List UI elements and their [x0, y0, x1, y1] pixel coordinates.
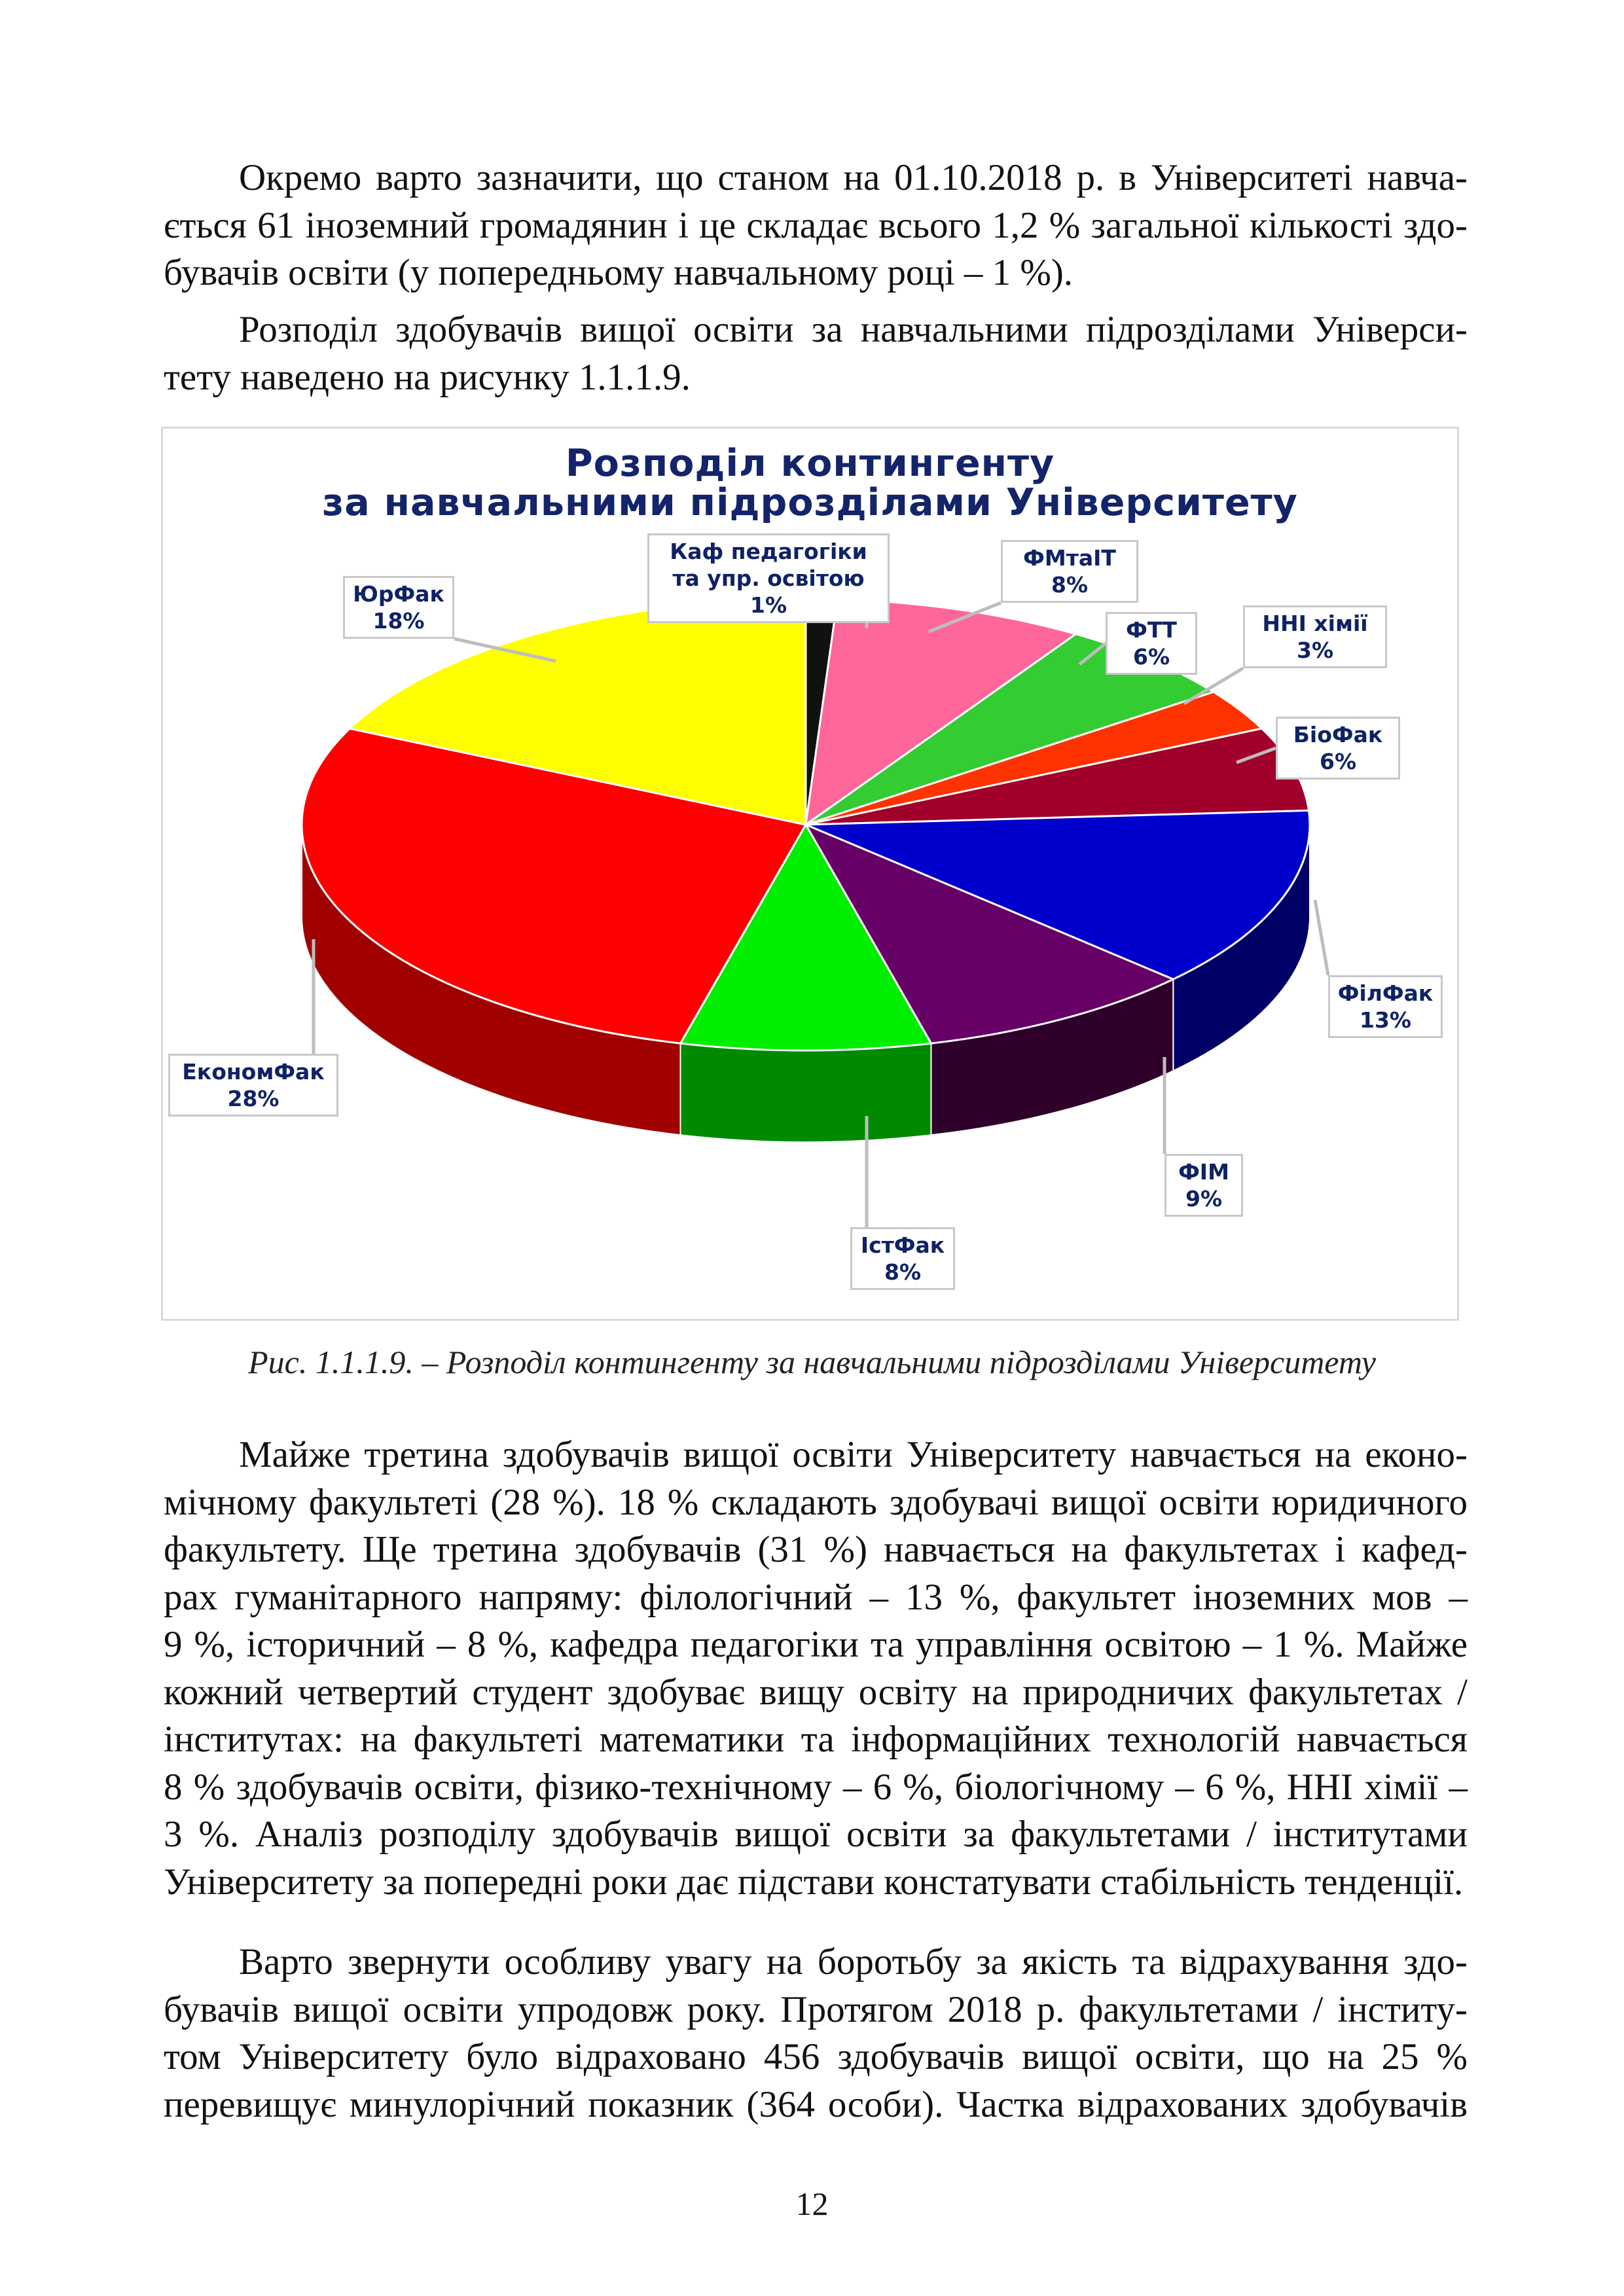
slice-label-text: 9% [1185, 1186, 1223, 1211]
slice-label-text: ІстФак [860, 1232, 945, 1258]
chart-frame [161, 427, 1459, 1321]
paragraph-4 [164, 1939, 1468, 2128]
text-line: 8 % здобувачів освіти, фізико-технічному – 6 %, біологічному – 6 %, ННІ хімії – [164, 1766, 1468, 1808]
slice-label-text: 6% [1132, 644, 1170, 670]
slice-label-text: ЕкономФак [182, 1059, 325, 1085]
text-line: том Університету було відраховано 456 здобувачів вищої освіти, що на 25 % [164, 2036, 1468, 2077]
text-line: тету наведено на рисунку 1.1.1.9. [164, 356, 691, 398]
slice-label-1 [1001, 540, 1138, 603]
slice-label-text: Каф педагогіки [670, 539, 867, 564]
text-line: Майже третина здобувачів вищої освіти Університету навчається на еконо- [239, 1434, 1468, 1475]
text-line: 9 %, історичний – 8 %, кафедра педагогіки та управління освітою – 1 %. Майже [164, 1624, 1468, 1665]
text-line: бувачів освіти (у попередньому навчальному році – 1 %). [164, 252, 1074, 293]
slice-label-text: ФілФак [1337, 980, 1434, 1006]
slice-label-5 [1328, 975, 1443, 1038]
slice-label-text: ФМтаІТ [1023, 545, 1116, 571]
paragraph-1 [164, 154, 1468, 297]
slice-label-0 [647, 533, 890, 623]
slice-label-3 [1243, 605, 1387, 668]
text-line: Варто звернути особливу увагу на боротьбу за якість та відрахування здо- [239, 1941, 1468, 1982]
text-line: Розподіл здобувачів вищої освіти за навчальними підрозділами Універси- [239, 309, 1468, 350]
text-line: інститутах: на факультеті математики та інформаційних технологій навчається [164, 1719, 1468, 1760]
slice-label-text: ФІМ [1178, 1159, 1229, 1185]
slice-label-text: 3% [1296, 637, 1334, 663]
text-line: Університету за попередні роки дає підстави констатувати стабільність тенденції. [164, 1861, 1464, 1903]
text-line: Окремо варто зазначити, що станом на 01.10.2018 р. в Університеті навча- [239, 157, 1468, 198]
slice-label-7 [850, 1227, 955, 1290]
slice-label-text: 18% [372, 608, 425, 634]
text-line: мічному факультеті (28 %). 18 % складають здобувачі вищої освіти юридичного [164, 1481, 1468, 1523]
slice-label-text: ЮрФак [353, 581, 444, 607]
chart-title-line-1: Розподіл контингенту [565, 442, 1055, 485]
chart-title-line-2: за навчальними підрозділами Університету [322, 481, 1298, 524]
figure-caption: Рис. 1.1.1.9. – Розподіл контингенту за навчальними підрозділами Університету [248, 1344, 1376, 1380]
paragraph-2 [164, 306, 1468, 401]
slice-label-2 [1106, 612, 1197, 675]
text-line: перевищує минулорічний показник (364 особи). Частка відрахованих здобувачів [164, 2083, 1468, 2125]
slice-label-text: ФТТ [1126, 617, 1177, 643]
pie-slice-side-7 [681, 1043, 931, 1142]
slice-label-text: БіоФак [1293, 722, 1383, 747]
slice-label-text: 8% [1051, 572, 1089, 598]
text-line: ється 61 іноземний громадянин і це складає всього 1,2 % загальної кількості здо- [164, 204, 1468, 246]
text-line: бувачів вищої освіти упродовж року. Протягом 2018 р. факультетами / інститу- [164, 1988, 1468, 2030]
slice-label-text: 28% [227, 1086, 280, 1111]
leader-line-5 [1315, 900, 1328, 975]
slice-label-text: 13% [1360, 1007, 1411, 1033]
slice-label-text: 6% [1319, 749, 1357, 774]
slice-label-text: та упр. освітою [672, 565, 865, 591]
slice-label-text: 8% [884, 1259, 922, 1285]
text-line: факультету. Ще третина здобувачів (31 %) навчається на факультетах і кафед- [164, 1529, 1468, 1570]
slice-label-text: 1% [749, 592, 787, 618]
slice-label-8 [168, 1054, 338, 1117]
page-number: 12 [795, 2185, 829, 2222]
text-line: рах гуманітарного напряму: філологічний – 13 %, факультет іноземних мов – [164, 1576, 1468, 1618]
text-line: кожний четвертий студент здобуває вищу освіту на природничих факультетах / [164, 1671, 1468, 1713]
text-line: 3 %. Аналіз розподілу здобувачів вищої освіти за факультетами / інститутами [164, 1814, 1468, 1855]
slice-label-6 [1164, 1154, 1243, 1217]
paragraph-3 [164, 1431, 1468, 1906]
slice-label-4 [1276, 717, 1400, 780]
slice-label-9 [343, 576, 454, 639]
slice-label-text: ННІ хімії [1262, 611, 1368, 636]
